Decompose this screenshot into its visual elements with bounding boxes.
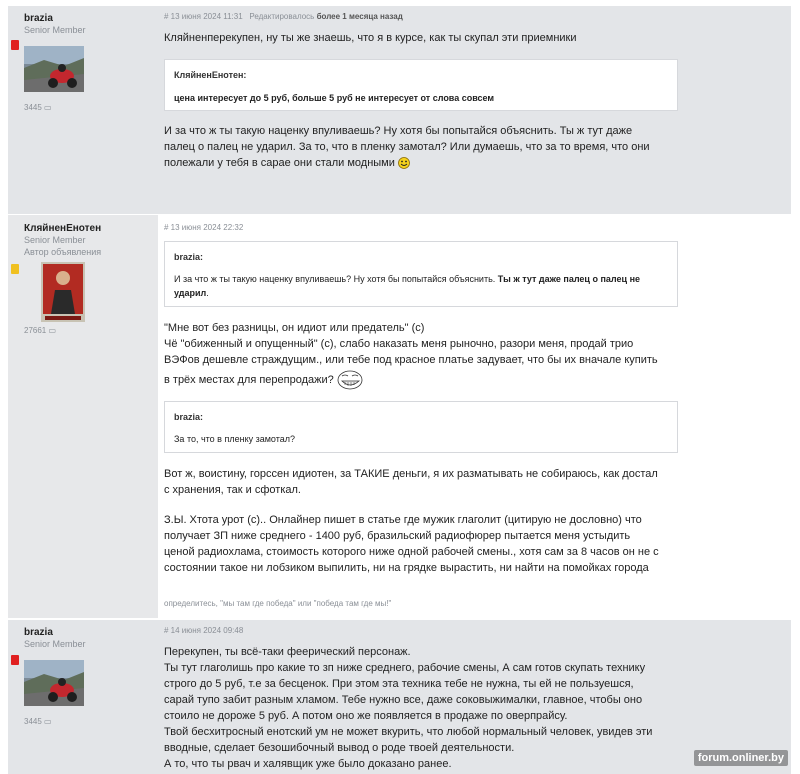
comment-icon: ▭	[44, 103, 52, 112]
post-body	[164, 320, 704, 390]
body-line: в трёх местах для перепродажи?	[164, 373, 334, 386]
author-name[interactable]: brazia	[24, 627, 53, 638]
body-line: Перекупен, ты всё-таки феерический персонаж.	[164, 646, 411, 658]
status-indicator	[11, 655, 19, 665]
body-line: полежали у тебя в сарае они стали модными	[164, 157, 395, 169]
post-meta	[164, 12, 403, 21]
author-name[interactable]: КляйненЕнотен	[24, 223, 102, 234]
reputation-count	[24, 326, 56, 335]
quote-block	[164, 241, 678, 307]
post-author-panel	[8, 620, 158, 774]
post-body	[164, 123, 694, 171]
quote-text-bold: Ты ж тут даже палец о	[497, 274, 598, 284]
post-paragraph	[164, 512, 704, 576]
reputation-value: 3445	[24, 717, 42, 726]
post-lead: Кляйненперекупен, ну ты же знаешь, что я в курсе, как ты скупал эти приемники	[164, 32, 577, 44]
author-role: Автор объявления	[24, 247, 102, 257]
quote-text: За то, что в пленку замотал?	[174, 434, 296, 444]
forum-post	[8, 215, 791, 618]
avatar[interactable]	[33, 262, 93, 322]
reputation-count	[24, 103, 52, 112]
quote-text: цена интересует до 5 руб, больше 5 руб не интересует от слова совсем	[174, 93, 495, 103]
post-paragraph	[164, 466, 694, 498]
edit-time: более 1 месяца назад	[316, 12, 403, 21]
author-rank: Senior Member	[24, 25, 86, 35]
comment-icon: ▭	[48, 326, 57, 335]
body-line: вводные, сделает безошибочный вывод о роде твоей деятельности.	[164, 742, 515, 754]
status-indicator	[11, 264, 19, 274]
forum-post	[8, 620, 791, 774]
edit-label: Редактировалось	[249, 12, 315, 21]
body-line: стоило не дороже 5 руб. А потом оно же появляется в продаже по оверпрайсу.	[164, 710, 568, 722]
smile-emoji-icon	[398, 157, 410, 169]
quote-block	[164, 59, 678, 111]
body-line-with-smile	[164, 155, 694, 171]
trollface-emoji-icon	[337, 370, 363, 390]
quote-author: КляйненЕнотен:	[174, 70, 247, 80]
body-line: Вот ж, воистину, горссен идиотен, за ТАКИЕ деньги, я их разматывать не собираюсь, как достал	[164, 468, 658, 480]
post-date[interactable]: # 13 июня 2024 11:31	[164, 12, 243, 21]
body-line: З.Ы. Хтота урот (с).. Онлайнер пишет в статье где мужик глаголит (цитирую не дословно) что	[164, 514, 642, 526]
author-rank: Senior Member	[24, 235, 86, 245]
author-rank: Senior Member	[24, 639, 86, 649]
avatar[interactable]	[24, 660, 84, 706]
body-line: "Мне вот без разницы, он идиот или предатель" (с)	[164, 322, 425, 334]
quote-author: brazia:	[174, 412, 204, 422]
body-line: с хранения, так и сфоткал.	[164, 484, 301, 496]
reputation-value: 3445	[24, 103, 42, 112]
body-line: строго до 5 руб, т.е за бесценок. При этом эта техника тебе не нужна, ты ей не пользуешся,	[164, 678, 634, 690]
quote-author: brazia:	[174, 252, 204, 262]
quote-text	[174, 272, 668, 300]
avatar[interactable]	[24, 46, 84, 92]
quote-text-plain: И за что ж ты такую наценку впуливаешь? Ну хотя бы попытайся объяснить.	[174, 274, 496, 284]
quote-text-end: .	[206, 288, 209, 298]
forum-post	[8, 6, 791, 214]
post-body	[164, 644, 704, 772]
body-line: А то, что ты рвач и халявщик уже было доказано ранее.	[164, 758, 452, 770]
body-line-with-smile	[164, 370, 704, 390]
reputation-count	[24, 717, 52, 726]
comment-icon: ▭	[44, 717, 52, 726]
body-line: Ты тут глаголишь про какие то зп ниже среднего, рабочие смены, А сам готов скупать технику	[164, 662, 646, 674]
quote-block	[164, 401, 678, 453]
body-line: палец о палец не ударил. За то, что в пленку замотал? Или думаешь, что за то время, что они	[164, 141, 650, 153]
post-date[interactable]: # 13 июня 2024 22:32	[164, 223, 244, 232]
author-name[interactable]: brazia	[24, 13, 53, 24]
body-line: Чё "обиженный и опущенный" (с), слабо наказать меня рыночно, разори меня, продай трио	[164, 338, 634, 350]
post-author-panel	[8, 6, 158, 214]
body-line: И за что ж ты такую наценку впуливаешь? Ну хотя бы попытайся объяснить. Ты ж тут даже	[164, 125, 633, 137]
body-line: состоянии такое ни лобзиком выпилить, ни на грядке вырастить, ни найти на помойках города	[164, 562, 649, 574]
watermark: forum.onliner.by	[694, 750, 788, 766]
body-line: получает ЗП ниже среднего - 1400 руб, бразильский радиофюрер пытается меня устыдить	[164, 530, 631, 542]
status-indicator	[11, 40, 19, 50]
body-line: Твой бесхитросный енотский ум не может вкурить, что любой нормальный человек, увидев эти	[164, 726, 653, 738]
quote-text-bold: палец не ударил	[174, 274, 641, 298]
body-line: ВЭФов дешевле страждущим., или тебе под красное платье задувает, что бы их вначале купить	[164, 354, 658, 366]
body-line: сарай тупо забит разным хламом. Тебе нужно все, даже соковыжималки, главное, чтобы оно	[164, 694, 643, 706]
reputation-value: 27661	[24, 326, 47, 335]
body-line: ценой радиохлама, стоимость которого ниже одной рабочей смены., хотя сам за 8 часов он не с	[164, 546, 659, 558]
post-author-panel	[8, 215, 158, 618]
post-date[interactable]: # 14 июня 2024 09:48	[164, 626, 244, 635]
post-signature: определитесь, "мы там где победа" или "победа там где мы!"	[164, 599, 392, 608]
